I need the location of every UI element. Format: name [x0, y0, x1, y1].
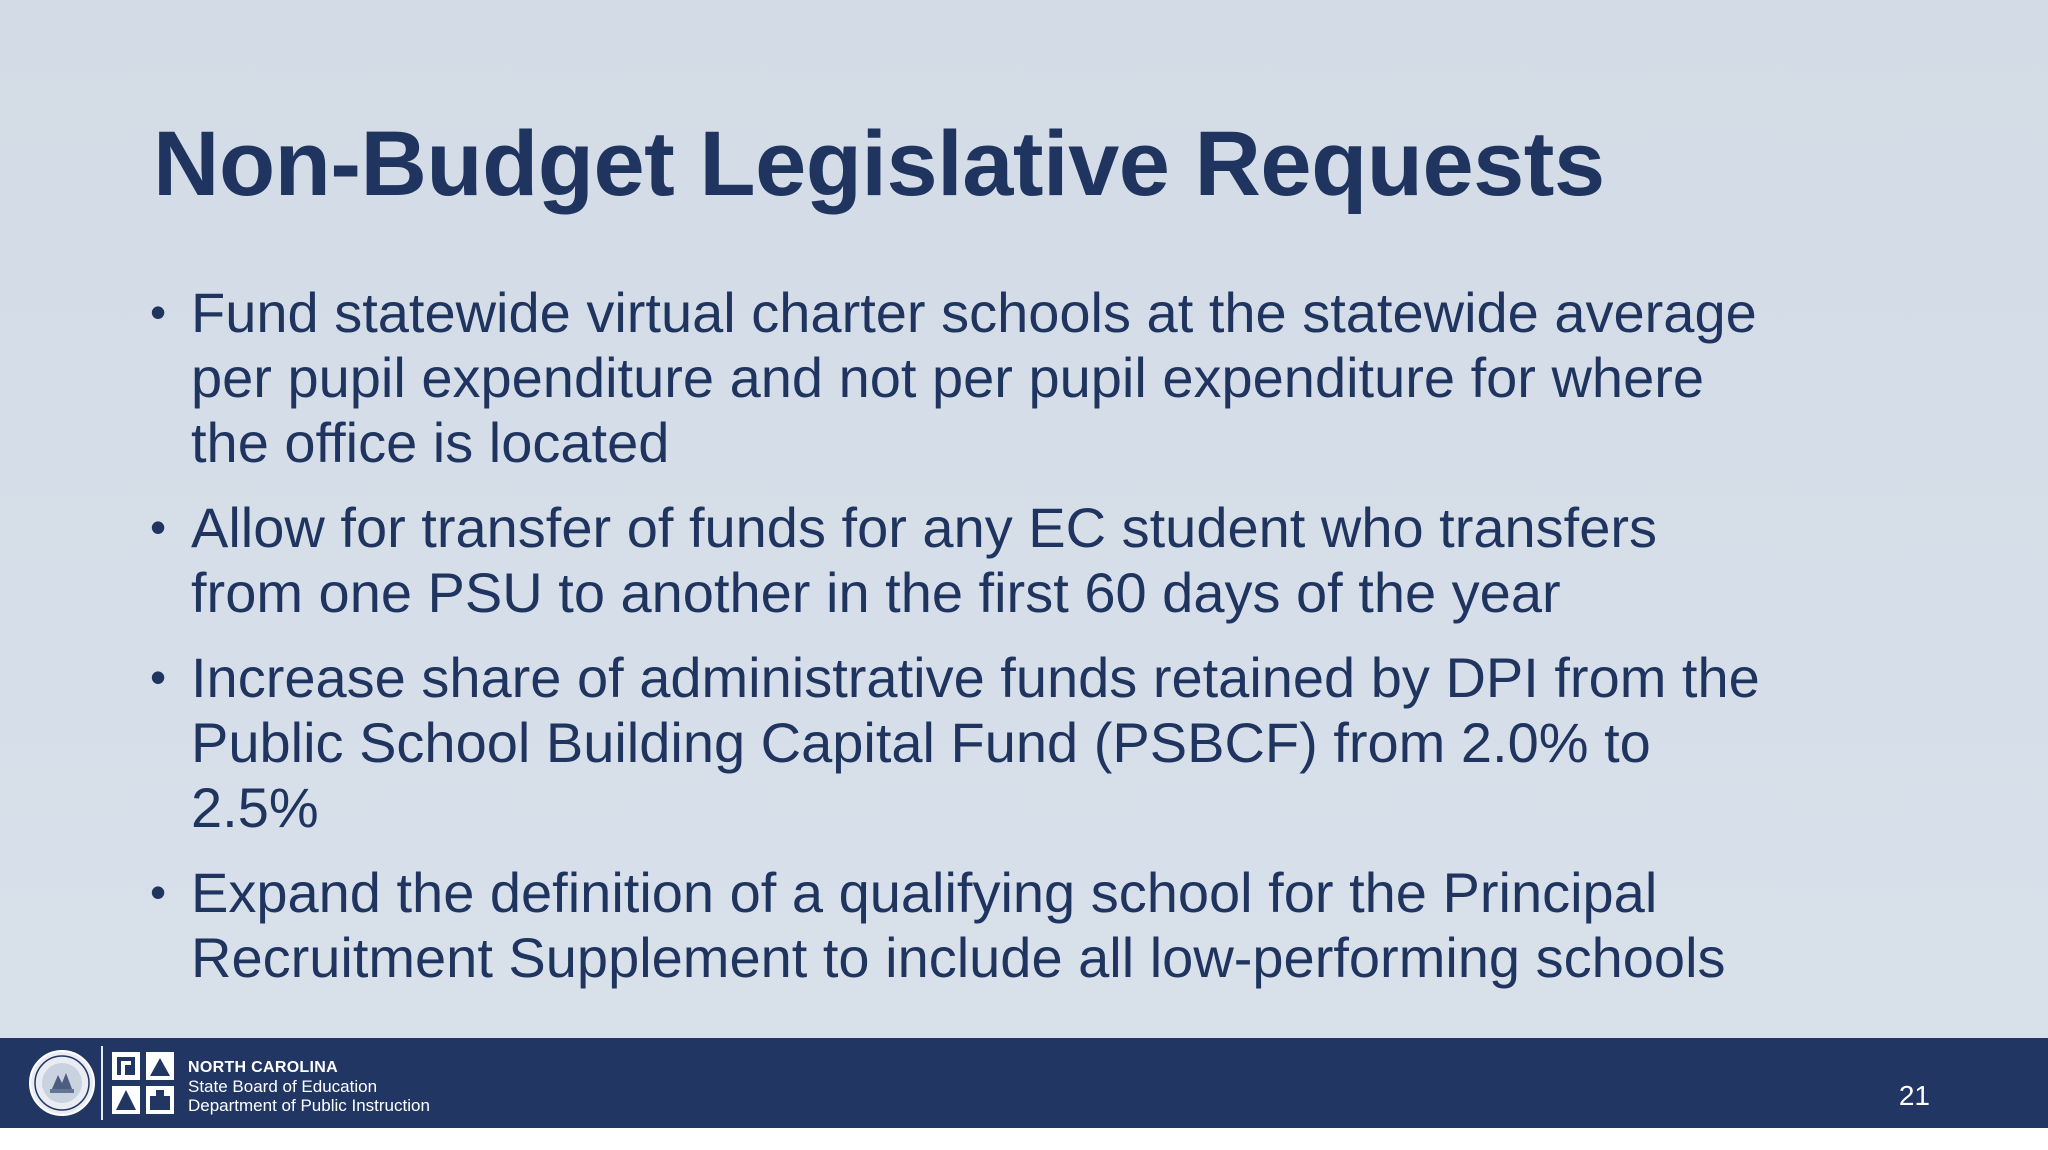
bullet-line: Public School Building Capital Fund (PSBCF) from 2.0% to	[191, 711, 1651, 774]
bullet-line: Expand the definition of a qualifying school for the Principal	[191, 861, 1658, 924]
bullet-line: 2.5%	[191, 776, 319, 839]
bullet-line: Recruitment Supplement to include all low-performing schools	[191, 926, 1726, 989]
bullet-item	[150, 645, 1890, 840]
bullet-line: from one PSU to another in the first 60 days of the year	[191, 561, 1561, 624]
dpi-logo-icon	[110, 1050, 176, 1116]
bullet-list	[150, 280, 1890, 1010]
footer-divider	[101, 1046, 103, 1120]
bullet-item	[150, 280, 1890, 475]
org-state: NORTH CAROLINA	[188, 1059, 338, 1076]
organization-name	[188, 1058, 430, 1115]
bullet-dot: •	[150, 501, 167, 553]
bullet-dot: •	[150, 866, 167, 918]
bullet-line: Allow for transfer of funds for any EC student who transfers	[191, 496, 1658, 559]
page-number: 21	[1898, 1080, 1930, 1111]
slide-title: Non-Budget Legislative Requests	[153, 113, 1605, 215]
bottom-strip	[0, 1128, 2048, 1150]
bullet-line: per pupil expenditure and not per pupil expenditure for where	[191, 346, 1705, 409]
bullet-dot: •	[150, 286, 167, 338]
bullet-item	[150, 860, 1890, 990]
bullet-line: Increase share of administrative funds retained by DPI from the	[191, 646, 1760, 709]
bullet-item	[150, 495, 1890, 625]
bullet-dot: •	[150, 651, 167, 703]
bullet-line: Fund statewide virtual charter schools at the statewide average	[191, 281, 1757, 344]
bullet-line: the office is located	[191, 411, 670, 474]
footer-bar	[0, 1038, 2048, 1128]
org-board: State Board of Education	[188, 1077, 378, 1096]
state-board-seal-icon	[28, 1049, 96, 1117]
org-department: Department of Public Instruction	[188, 1096, 430, 1115]
